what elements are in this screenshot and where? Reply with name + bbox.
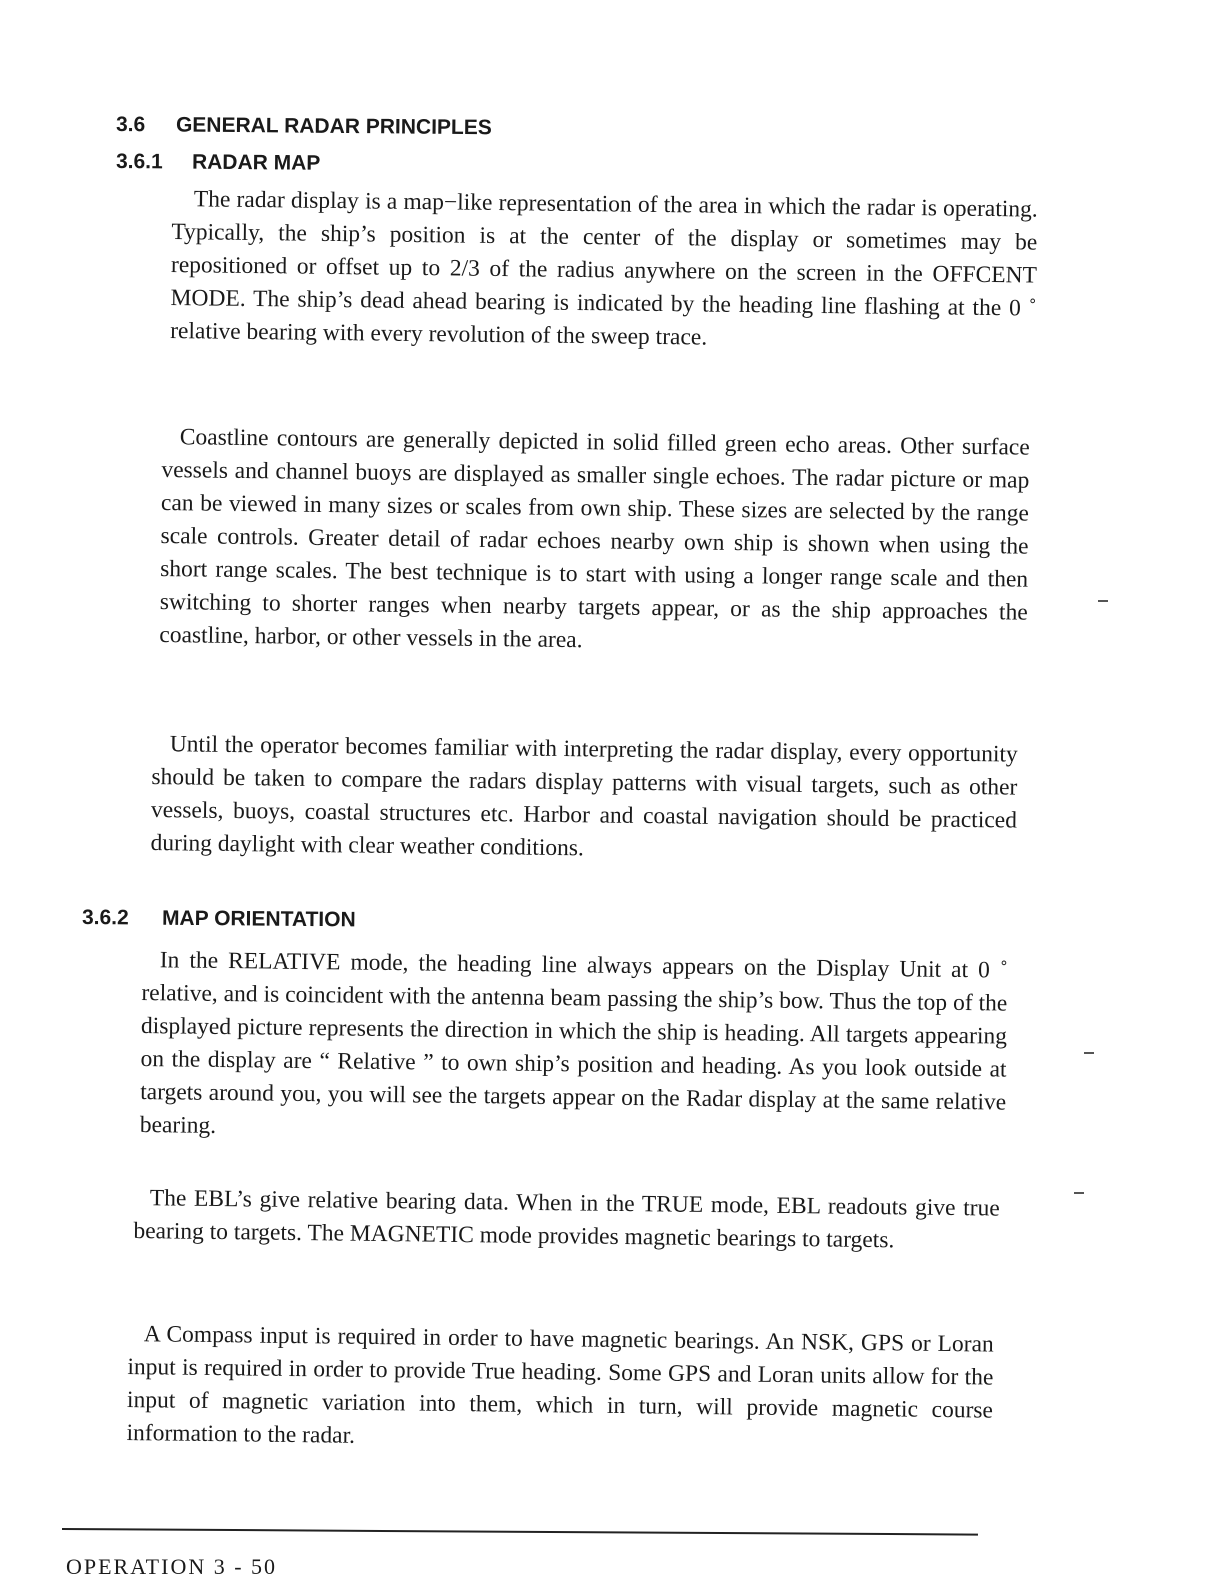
footer-rule [62,1528,978,1536]
paragraph-relative-mode: In the RELATIVE mode, the heading line always appears on the Display Unit at 0 ˚ relative, and is coincident with the antenna beam passing the ship’s bow. Thus the top of the displayed picture represents the direction in which the ship is heading. All targets appearing on the display are “ Relative ” to own ship’s position and heading. As you look outside at targets around you, you will see the targets appear on the Radar display at the same relative bearing. [139,947,1008,1139]
paragraph-operator: Until the operator becomes familiar with interpreting the radar display, every opportunity should be taken to compare the radars display patterns with visual targets, such as other vessels, buoys, coastal structures etc. Harbor and coastal navigation should be practiced during daylight with clear weather conditions. [150,731,1018,862]
section-title: MAP ORIENTATION [161,906,356,932]
scan-mark [1074,1192,1084,1194]
section-heading-3-6-2 [82,906,356,932]
section-title: GENERAL RADAR PRINCIPLES [175,113,492,140]
section-heading-3-6 [116,113,492,140]
section-number: 3.6.1 [115,150,163,174]
scan-mark [1098,600,1108,602]
section-heading-3-6-1 [116,150,321,176]
section-number: 3.6 [115,113,146,137]
section-title: RADAR MAP [191,150,321,175]
paragraph-compass: A Compass input is required in order to have magnetic bearings. An NSK, GPS or Loran input is required in order to provide True heading. Some GPS and Loran units allow for the input of magnetic variation into them, which in turn, will provide magnetic course information to the radar. [126,1321,994,1449]
page-footer: OPERATION 3 - 50 [66,1554,278,1579]
paragraph-ebl: The EBL’s give relative bearing data. When in the TRUE mode, EBL readouts give true bearing to targets. The MAGNETIC mode provides magnetic bearings to targets. [133,1185,1000,1254]
paragraph-coastline: Coastline contours are generally depicted in solid filled green echo areas. Other surface vessels and channel buoys are displayed as smaller single echoes. The radar picture or map can be viewed in many sizes or scales from own ship. These sizes are selected by the range scale controls. Greater detail of radar echoes nearby own ship is shown when using the short range scales. The best technique is to start with using a longer range scale and then switching to shorter ranges when nearby targets appear, or as the ship approaches the coastline, harbor, or other vessels in the area. [159,424,1030,654]
scan-mark [1084,1052,1094,1054]
paragraph-radar-display: The radar display is a map−like representation of the area in which the radar is operating. Typically, the ship’s position is at the center of the display or sometimes may be repositioned or offset up to 2/3 of the radius anywhere on the screen in the OFFCENT MODE. The ship’s dead ahead bearing is indicated by the heading line flashing at the 0 ˚ relative bearing with every revolution of the sweep trace. [170,186,1038,351]
section-number: 3.6.2 [81,906,129,930]
